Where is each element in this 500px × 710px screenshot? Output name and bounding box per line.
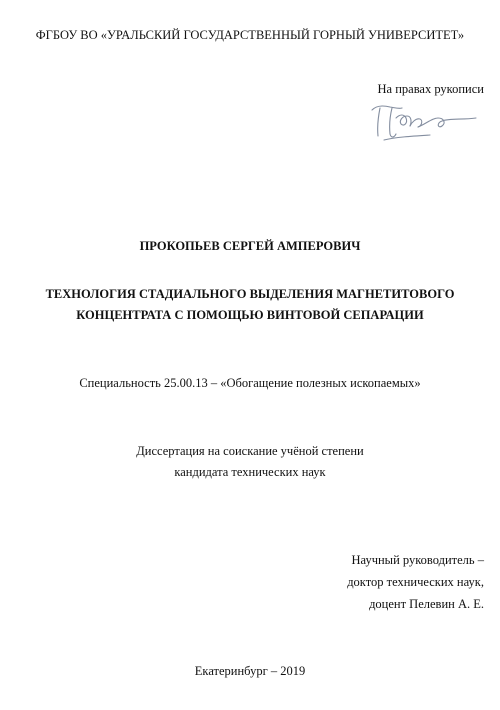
dissertation-title-line-1: ТЕХНОЛОГИЯ СТАДИАЛЬНОГО ВЫДЕЛЕНИЯ МАГНЕТИТОВОГО xyxy=(45,287,455,301)
manuscript-note: На правах рукописи xyxy=(377,82,484,96)
institution-name: ФГБОУ ВО «УРАЛЬСКИЙ ГОСУДАРСТВЕННЫЙ ГОРНЫЙ УНИВЕРСИТЕТ» xyxy=(35,28,465,42)
supervisor-name: доцент Пелевин А. Е. xyxy=(369,597,484,611)
city-year: Екатеринбург – 2019 xyxy=(194,664,306,678)
specialty: Специальность 25.00.13 – «Обогащение полезных ископаемых» xyxy=(79,376,421,390)
degree-line-1: Диссертация на соискание учёной степени xyxy=(136,444,364,458)
supervisor-role: Научный руководитель – xyxy=(351,553,484,567)
supervisor-degree: доктор технических наук, xyxy=(347,575,484,589)
author-name: ПРОКОПЬЕВ СЕРГЕЙ АМПЕРОВИЧ xyxy=(139,239,361,253)
dissertation-title-line-2: КОНЦЕНТРАТА С ПОМОЩЬЮ ВИНТОВОЙ СЕПАРАЦИИ xyxy=(76,308,424,322)
handwritten-signature-icon xyxy=(366,96,482,146)
degree-line-2: кандидата технических наук xyxy=(174,465,326,479)
